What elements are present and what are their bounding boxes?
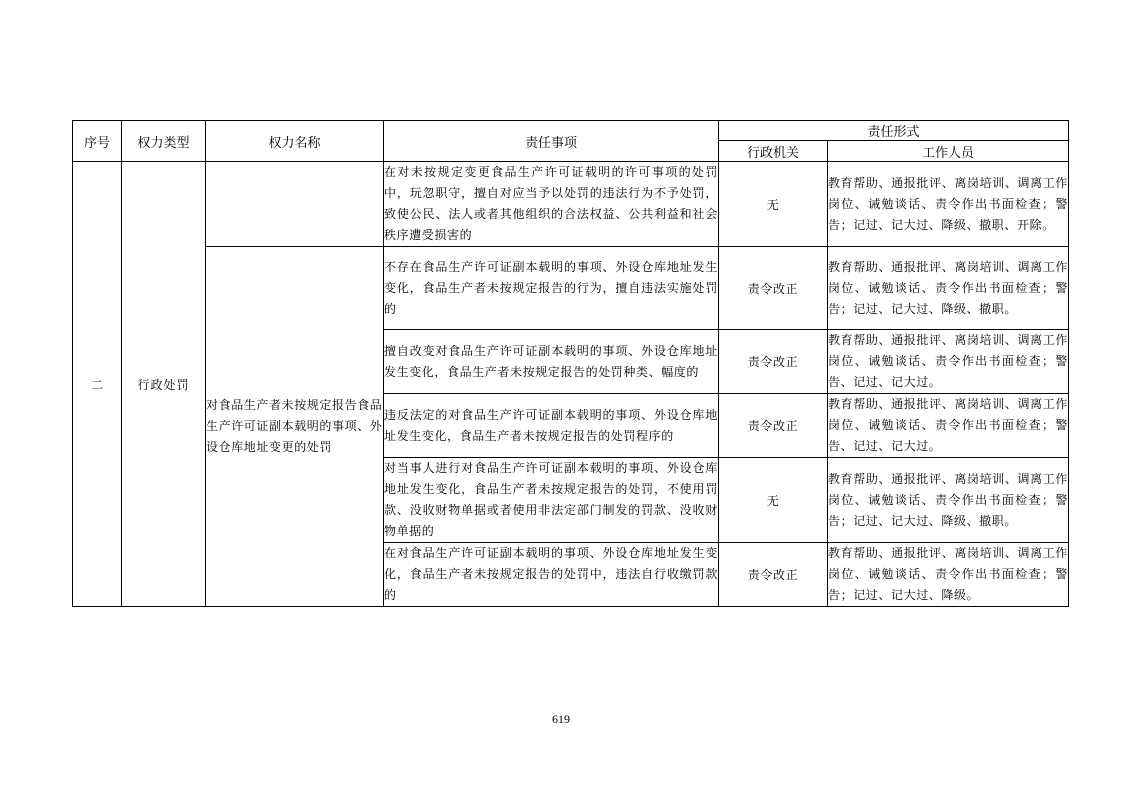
admin-org-cell: 责令改正 bbox=[719, 543, 828, 607]
page-number: 619 bbox=[552, 712, 570, 726]
staff-cell: 教育帮助、通报批评、离岗培训、调离工作岗位、诫勉谈话、责令作出书面检查；警告；记过、记大过、降级、撤职。 bbox=[828, 247, 1069, 330]
header-liability-form: 责任形式 bbox=[719, 121, 1069, 141]
staff-cell: 教育帮助、通报批评、离岗培训、调离工作岗位、诫勉谈话、责令作出书面检查；警告；记过、记大过、降级。 bbox=[828, 543, 1069, 607]
header-power-type: 权力类型 bbox=[122, 121, 206, 162]
admin-org-cell: 无 bbox=[719, 458, 828, 543]
admin-org-cell: 责令改正 bbox=[719, 247, 828, 330]
header-row-1 bbox=[73, 121, 1069, 141]
power-name-empty-cell bbox=[206, 162, 384, 247]
admin-org-cell: 无 bbox=[719, 162, 828, 247]
header-responsibility: 责任事项 bbox=[384, 121, 719, 162]
admin-org-cell: 责令改正 bbox=[719, 394, 828, 458]
power-name-cell: 对食品生产者未按规定报告食品生产许可证副本载明的事项、外设仓库地址变更的处罚 bbox=[206, 247, 384, 607]
responsibility-item-cell: 不存在食品生产许可证副本载明的事项、外设仓库地址发生变化，食品生产者未按规定报告的行为，擅自违法实施处罚的 bbox=[384, 247, 719, 330]
responsibility-item-cell: 在对食品生产许可证副本载明的事项、外设仓库地址发生变化，食品生产者未按规定报告的处罚中，违法自行收缴罚款的 bbox=[384, 543, 719, 607]
responsibility-item-cell: 违反法定的对食品生产许可证副本载明的事项、外设仓库地址发生变化，食品生产者未按规定报告的处罚程序的 bbox=[384, 394, 719, 458]
header-admin-org: 行政机关 bbox=[719, 141, 828, 162]
header-power-name: 权力名称 bbox=[206, 121, 384, 162]
seq-cell: 二 bbox=[73, 162, 122, 607]
responsibility-item-cell: 在对未按规定变更食品生产许可证载明的许可事项的处罚中，玩忽职守，擅自对应当予以处罚的违法行为不予处罚，致使公民、法人或者其他组织的合法权益、公共利益和社会秩序遭受损害的 bbox=[384, 162, 719, 247]
staff-cell: 教育帮助、通报批评、离岗培训、调离工作岗位、诫勉谈话、责令作出书面检查；警告、记过、记大过。 bbox=[828, 330, 1069, 394]
admin-org-cell: 责令改正 bbox=[719, 330, 828, 394]
responsibility-table bbox=[72, 120, 1069, 607]
responsibility-item-cell: 对当事人进行对食品生产许可证副本载明的事项、外设仓库地址发生变化，食品生产者未按规定报告的处罚，不使用罚款、没收财物单据或者使用非法定部门制发的罚款、没收财物单据的 bbox=[384, 458, 719, 543]
staff-cell: 教育帮助、通报批评、离岗培训、调离工作岗位、诫勉谈话、责令作出书面检查；警告、记过、记大过。 bbox=[828, 394, 1069, 458]
staff-cell: 教育帮助、通报批评、离岗培训、调离工作岗位、诫勉谈话、责令作出书面检查；警告；记过、记大过、降级、撤职、开除。 bbox=[828, 162, 1069, 247]
staff-cell: 教育帮助、通报批评、离岗培训、调离工作岗位、诫勉谈话、责令作出书面检查；警告；记过、记大过、降级、撤职。 bbox=[828, 458, 1069, 543]
table-row bbox=[73, 162, 1069, 247]
responsibility-item-cell: 擅自改变对食品生产许可证副本载明的事项、外设仓库地址发生变化，食品生产者未按规定报告的处罚种类、幅度的 bbox=[384, 330, 719, 394]
header-seq: 序号 bbox=[73, 121, 122, 162]
power-type-cell: 行政处罚 bbox=[122, 162, 206, 607]
header-staff: 工作人员 bbox=[828, 141, 1069, 162]
table-row bbox=[73, 247, 1069, 330]
